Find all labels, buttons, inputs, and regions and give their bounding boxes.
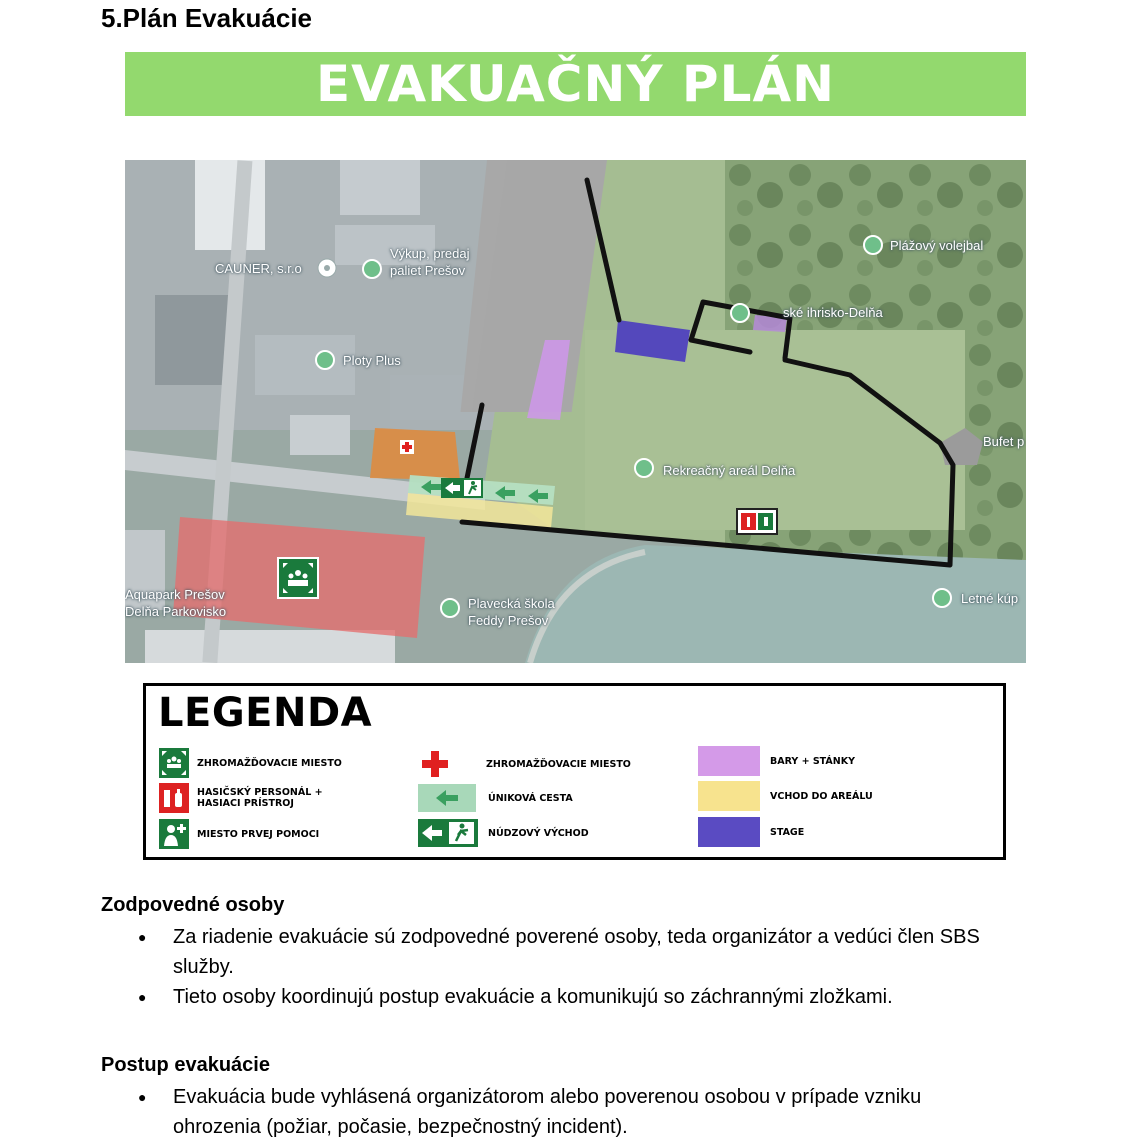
bullet-text: Evakuácia bude vyhlásená organizátorom alebo poverenou osobou v prípade vzniku ohrozenia (požiar, počasie, bezpečnostný incident). [173,1086,922,1138]
bullet-dot: ● [138,1089,147,1105]
emergency-exit-icon [418,819,478,847]
bullet-dot: ● [138,989,147,1005]
legend-label-first-aid: MIESTO PRVEJ POMOCI [197,828,320,840]
legend-item-first-aid [159,819,319,849]
legend-label-entrance: VCHOD DO AREÁLU [770,790,873,802]
plan-title-banner [125,52,1026,116]
evacuation-map [125,160,1026,663]
legend-label-assembly: ZHROMAŽĎOVACIE MIESTO [197,757,342,769]
responsible-bullet-1 [138,922,1038,982]
map-label-bufet: Bufet p [983,434,1025,449]
bullet-dot: ● [138,929,147,945]
map-label-rekreacny: Rekreačný areál Delňa [663,463,796,478]
bullet-text: Tieto osoby koordinujú postup evakuácie a komunikujú so záchrannými zložkami. [173,986,893,1008]
legend-item-red-cross [420,749,631,779]
legend-label-red-cross: ZHROMAŽĎOVACIE MIESTO [486,758,631,770]
assembly-point-icon [159,748,189,778]
map-red-cross-icon [400,440,414,454]
legend-label-fire: HASIČSKÝ PERSONÁL + HASIACI PRÍSTROJ [197,787,323,809]
escape-route-arrow-icon [418,784,476,812]
legend-label-stage: STAGE [770,826,805,838]
legend-item-assembly [159,748,342,778]
section-heading: 5.Plán Evakuácie [101,3,313,33]
bars-color-swatch [698,746,760,776]
map-label-cauner: CAUNER, s.r.o [215,261,302,276]
legend-label-escape-route: ÚNIKOVÁ CESTA [488,792,573,804]
medical-area [370,428,460,480]
map-label-letne: Letné kúp [961,591,1019,606]
legend-item-bars [698,746,855,776]
map-label-aquapark: Aquapark Prešov Delňa Parkovisko [125,587,227,619]
legend-item-entrance [698,781,873,811]
legend-label-emergency-exit: NÚDZOVÝ VÝCHOD [488,827,589,839]
map-assembly-point-icon [278,558,318,598]
entrance-color-swatch [698,781,760,811]
legend-label-bars: BARY + STÁNKY [770,755,855,767]
stage-color-swatch [698,817,760,847]
map-fire-firstaid-icon [737,509,777,534]
first-aid-icon [159,819,189,849]
map-label-ihrisko: ské ihrisko-Delňa [783,305,883,320]
legend-item-escape-route [418,784,573,812]
legend-item-stage [698,817,804,847]
map-emergency-exit-icon [441,478,483,498]
map-label-vykup: Výkup, predaj paliet Prešov [390,246,470,278]
fire-extinguisher-icon [159,783,189,813]
map-label-ploty: Ploty Plus [343,353,401,368]
legend-item-emergency-exit [418,819,589,847]
plan-title: EVAKUAČNÝ PLÁN [316,55,835,113]
red-cross-icon [420,749,450,779]
evacuation-procedure-heading: Postup evakuácie [101,1054,270,1076]
responsible-persons-heading: Zodpovedné osoby [101,894,285,916]
map-label-plavecka: Plavecká škola Feddy Prešov [468,596,555,628]
legend-item-fire [159,783,323,813]
map-label-plazovy: Plážový volejbal [890,238,984,253]
map-satellite-image [125,160,1026,663]
legend-title: LEGENDA [158,690,373,736]
bullet-text: Za riadenie evakuácie sú zodpovedné poverené osoby, teda organizátor a vedúci člen SBS služby. [173,926,980,978]
legend-box [143,683,1006,860]
